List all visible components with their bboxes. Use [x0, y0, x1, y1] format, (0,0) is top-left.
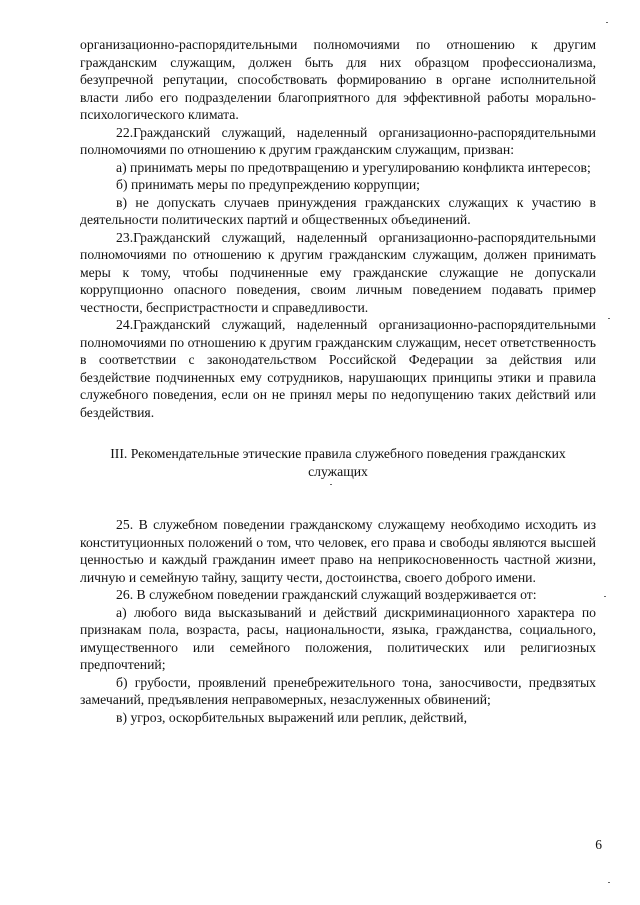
paragraph-22-b: б) принимать меры по предупреждению коррупции; [116, 177, 420, 192]
paragraph-21-continued: организационно-распорядительными полномочиями по отношению к другим гражданским служащим, должен быть для них образцом профессионализма, безупречной репутации, способствовать формированию в органе исполнительной власти либо его подразделении благоприятного для эффективной работы морально-психологического климата. [80, 37, 596, 122]
paragraph-23: 23.Гражданский служащий, наделенный организационно-распорядительными полномочиями по отношению к другим гражданским служащим, должен принимать меры к тому, чтобы подчиненные ему гражданские служащие не допускали коррупционно опасного поведения, своим личным поведением подавать пример честности, беспристрастности и справедливости. [80, 229, 596, 315]
paragraph-22-a: а) принимать меры по предотвращению и урегулированию конфликта интересов; [116, 159, 591, 175]
paragraph-26-b: б) грубости, проявлений пренебрежительного тона, заносчивости, предвзятых замечаний, предъявления неправомерных, незаслуженных обвинений; [80, 674, 596, 707]
scan-speck [606, 22, 608, 23]
paragraph-26-a: а) любого вида высказываний и действий дискриминационного характера по признакам пола, возраста, расы, национальности, языка, гражданства, социального, имущественного или семейного положения, политических или религиозных предпочтений; [80, 604, 596, 672]
paragraph-22-v: в) не допускать случаев принуждения гражданских служащих к участию в деятельности политических партий и общественных объединений. [80, 194, 596, 227]
paragraph-26-v: в) угроз, оскорбительных выражений или реплик, действий, [116, 709, 468, 725]
scan-speck [604, 596, 606, 597]
scan-speck [330, 484, 332, 485]
paragraph-24: 24.Гражданский служащий, наделенный организационно-распорядительными полномочиями по отношению к другим гражданским служащим, несет ответственность в соответствии с законодательством Российской Федерации за действия или бездействие подчиненных ему сотрудников, нарушающих принципы этики и правила служебного поведения, если он не принял меры по недопущению таких действий или бездействия. [80, 317, 596, 420]
document-body [80, 36, 596, 726]
scan-speck [608, 882, 610, 883]
paragraph-25: 25. В служебном поведении гражданскому служащему необходимо исходить из конституционных положений о том, что человек, его права и свободы являются высшей ценностью и каждый гражданин имеет право на неприкосновенность частной жизни, личную и семейную тайну, защиту чести, достоинства, своего доброго имени. [80, 517, 596, 585]
scan-speck [608, 318, 610, 319]
page-number: 6 [595, 837, 602, 852]
section-heading: III. Рекомендательные этические правила служебного поведения гражданских служащих [110, 446, 566, 479]
paragraph-22: 22.Гражданский служащий, наделенный организационно-распорядительными полномочиями по отношению к другим гражданским служащим, призван: [80, 124, 596, 157]
paragraph-26: 26. В служебном поведении гражданский служащий воздерживается от: [116, 587, 537, 602]
